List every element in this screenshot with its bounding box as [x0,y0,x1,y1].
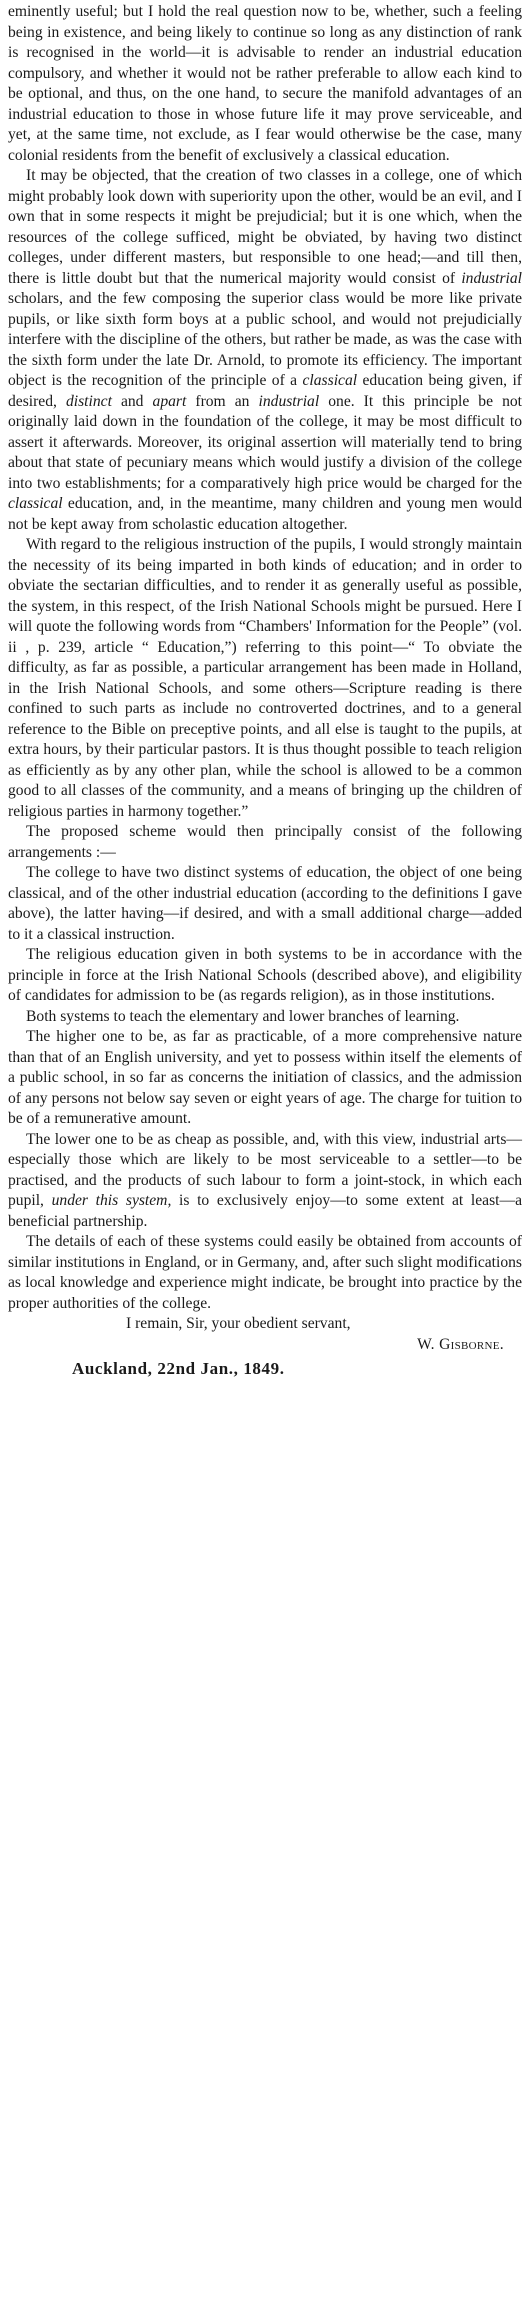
paragraph: With regard to the religious instruction of the pupils, I would strongly maintain the necessity of its being imparted in both kinds of education; and in order to obviate the sectarian difficulties, and to render it as generally useful as possible, the system, in this respect, of the Irish National Schools might be pursued. Here I will quote the following words from “Chambers' Information for the People” (vol. ii , p. 239, article “ Education,”) referring to this point—“ To obviate the difficulty, as far as possible, a particular arrangement has been made in Holland, in the Irish National Schools, and some others—Scripture reading is there confined to such parts as include no controverted doctrines, and to a general reference to the Bible on preceptive points, and all else is taught to the pupils, at extra hours, by their particular pastors. It is thus thought possible to teach religion as efficiently as by any other plan, while the school is allowed to be a common good to all classes of the community, and a means of bringing up the children of religious parties in harmony together.” [8,536,522,820]
text-run: education, and, in the meantime, many children and young men would not be kept away from scholastic education altogether. [8,495,522,533]
emphasis-text: apart [152,392,187,410]
emphasis-text: distinct [65,392,112,410]
paragraph: The higher one to be, as far as practicable, of a more comprehensive nature than that of an English university, and yet to possess within itself the elements of a public school, in so far as concerns the initiation of classics, and the admission of any persons not below say seven or eight years of age. The charge for tuition to be of a remunerative amount. [8,1028,522,1127]
signature: W. Gisborne. [417,1335,504,1353]
closing-salutation: I remain, Sir, your obedient servant, [126,1315,351,1332]
emphasis-text: classical [302,372,358,389]
text-run: The lower one to be as cheap as possible, and, with this view, industrial arts—especially those which are likely to be most serviceable to a settler—to be practised, and the products of such labour to form a joint-stock, in which each pupil, [8,1130,522,1209]
text-run: is to exclusively enjoy—to some extent at least—a beneficial partnership. [8,1192,522,1230]
paragraph: The proposed scheme would then principally consist of the following arrangements :— [8,823,522,861]
paragraph [8,1130,522,1233]
paragraph [8,166,522,535]
emphasis-text: industrial [258,392,320,410]
text-run: one. It this principle be not originally laid down in the foundation of the college, it may be most difficult to assert it afterwards. Moreover, its original assertion will materially tend to bring about that state of pecuniary means which would justify a division of the college into two establishments; for a comparatively high price would be charged for the [8,392,523,492]
text-run: It may be objected, that the creation of two classes in a college, one of which might probably look down with superiority upon the other, would be an evil, and I own that in some respects it might be prejudicial; but it is one which, when the resources of the college sufficed, might be obviated, by having two distinct colleges, under different masters, but responsible to one head;—and till then, there is little doubt but that the numerical majority would consist of [8,167,522,287]
emphasis-text: under this system, [51,1192,172,1209]
dateline: Auckland, 22nd Jan., 1849. [72,1359,285,1378]
paragraph: eminently useful; but I hold the real question now to be, whether, such a feeling being in existence, and being likely to continue so long as any distinction of rank is recognised in the world—it is advisable to render an industrial education compulsory, and whether it would not be rather preferable to allow each kind to be optional, and thus, on the one hand, to secure the manifold advantages of an industrial education to those in whose future life it may prove serviceable, and yet, at the same time, not exclude, as I fear would otherwise be the case, many colonial residents from the benefit of exclusively a classical education. [8,3,522,164]
paragraph: The college to have two distinct systems of education, the object of one being classical, and of the other industrial education (according to the definitions I gave above), the latter having—if desired, and with a small additional charge—added to it a classical instruction. [8,864,522,943]
emphasis-text: classical [8,495,63,512]
text-run: education being given, if desired, [8,372,522,410]
letter-body [8,2,522,1314]
closing-block [8,1314,522,1355]
text-run: and [111,392,153,410]
emphasis-text: industrial [461,269,522,287]
paragraph: The religious education given in both systems to be in accordance with the principle in force at the Irish National Schools (described above), and eligibility of candidates for admission to be (as regards religion), as in those institutions. [8,946,522,1004]
paragraph: The details of each of these systems could easily be obtained from accounts of similar institutions in England, or in Germany, and, after such slight modifications as local knowledge and experience might indicate, be brought into practice by the proper authorities of the college. [8,1233,522,1312]
paragraph: Both systems to teach the elementary and lower branches of learning. [26,1007,460,1025]
text-run: scholars, and the few composing the superior class would be more like private pupils, or like sixth form boys at a public school, and would not prejudicially interfere with the discipline of the others, but rather be made, as was the case with the sixth form under the late Dr. Arnold, to promote its efficiency. The important object is the recognition of the principle of a [8,290,522,389]
text-run: from an [186,392,259,410]
